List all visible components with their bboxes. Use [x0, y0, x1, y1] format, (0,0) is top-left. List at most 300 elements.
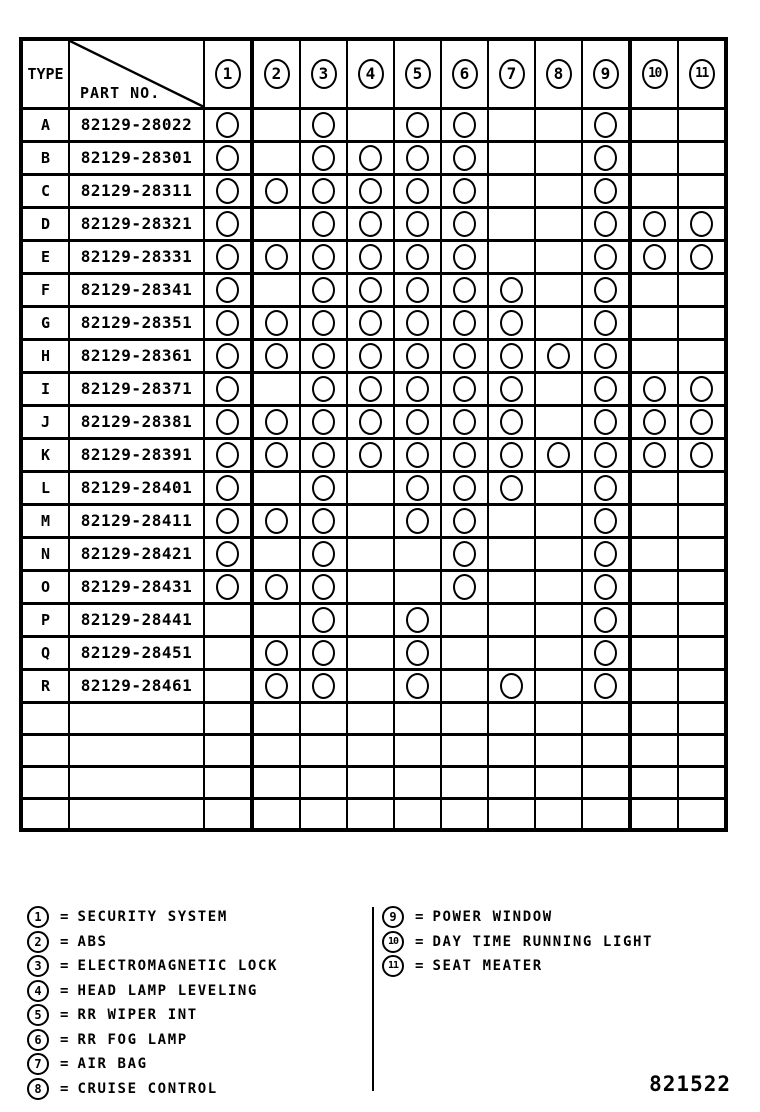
option-cell — [204, 570, 252, 603]
option-cell — [252, 306, 300, 339]
option-cell — [204, 669, 252, 702]
option-cell — [488, 504, 535, 537]
option-cell — [252, 273, 300, 306]
legend-item — [382, 930, 653, 955]
circled-number: 9 — [382, 906, 404, 928]
option-cell — [252, 240, 300, 273]
empty-cell — [252, 766, 300, 798]
option-cell — [300, 471, 347, 504]
option-cell — [252, 471, 300, 504]
empty-cell — [535, 798, 582, 830]
option-cell — [582, 141, 630, 174]
circle-mark — [312, 145, 335, 171]
option-cell — [630, 306, 678, 339]
circle-mark — [643, 211, 666, 237]
option-cell — [630, 339, 678, 372]
type-cell: I — [21, 372, 69, 405]
option-cell — [678, 405, 726, 438]
empty-cell — [394, 798, 441, 830]
equals-sign: = — [60, 982, 69, 999]
empty-cell — [252, 702, 300, 734]
option-cell — [488, 174, 535, 207]
table-row — [21, 537, 726, 570]
option-cell — [347, 636, 394, 669]
type-cell: G — [21, 306, 69, 339]
part-no-cell: 82129-28331 — [69, 240, 204, 273]
option-cell — [441, 207, 488, 240]
legend-item — [382, 954, 653, 979]
circle-mark — [312, 112, 335, 138]
option-cell — [678, 504, 726, 537]
part-no-cell: 82129-28341 — [69, 273, 204, 306]
option-cell — [678, 207, 726, 240]
legend-label: AIR BAG — [77, 1056, 148, 1073]
circle-mark — [216, 442, 239, 468]
option-cell — [535, 306, 582, 339]
option-cell — [252, 372, 300, 405]
empty-cell — [441, 702, 488, 734]
part-no-cell: 82129-28321 — [69, 207, 204, 240]
option-cell — [300, 306, 347, 339]
option-cell — [678, 471, 726, 504]
option-cell — [204, 537, 252, 570]
circle-mark — [453, 112, 476, 138]
equals-sign: = — [415, 958, 424, 975]
option-cell — [488, 603, 535, 636]
circle-mark — [359, 376, 382, 402]
part-no-cell: 82129-28391 — [69, 438, 204, 471]
option-cell — [582, 372, 630, 405]
option-cell — [678, 240, 726, 273]
circle-mark — [500, 376, 523, 402]
option-cell — [441, 471, 488, 504]
type-cell: L — [21, 471, 69, 504]
part-no-cell: 82129-28371 — [69, 372, 204, 405]
circled-number: 1 — [215, 59, 241, 89]
option-cell — [347, 273, 394, 306]
empty-cell — [488, 766, 535, 798]
legend-label: ELECTROMAGNETIC LOCK — [77, 958, 279, 975]
matrix-body — [21, 108, 726, 830]
option-cell — [678, 108, 726, 141]
option-column-header — [678, 39, 726, 108]
empty-cell — [300, 734, 347, 766]
circle-mark — [453, 178, 476, 204]
circle-mark — [216, 409, 239, 435]
type-cell: M — [21, 504, 69, 537]
option-cell — [441, 438, 488, 471]
circle-mark — [453, 376, 476, 402]
option-cell — [300, 273, 347, 306]
empty-cell — [69, 702, 204, 734]
option-cell — [394, 372, 441, 405]
type-cell: C — [21, 174, 69, 207]
option-cell — [394, 636, 441, 669]
option-cell — [582, 570, 630, 603]
option-cell — [441, 174, 488, 207]
circle-mark — [594, 145, 617, 171]
circled-number: 10 — [382, 931, 404, 953]
circle-mark — [406, 640, 429, 666]
option-cell — [204, 636, 252, 669]
type-cell: B — [21, 141, 69, 174]
equals-sign: = — [60, 1080, 69, 1097]
option-cell — [630, 108, 678, 141]
circle-mark — [500, 475, 523, 501]
table-row — [21, 471, 726, 504]
option-cell — [582, 504, 630, 537]
option-cell — [630, 669, 678, 702]
legend-item — [27, 1003, 278, 1028]
circled-number: 7 — [27, 1053, 49, 1075]
empty-cell — [630, 798, 678, 830]
empty-cell — [69, 798, 204, 830]
empty-cell — [204, 766, 252, 798]
option-cell — [630, 405, 678, 438]
table-row — [21, 207, 726, 240]
circle-mark — [216, 508, 239, 534]
equals-sign: = — [60, 1007, 69, 1024]
type-header-cell — [21, 39, 69, 108]
option-column-header — [488, 39, 535, 108]
part-no-cell: 82129-28301 — [69, 141, 204, 174]
option-cell — [300, 174, 347, 207]
table-row — [21, 405, 726, 438]
option-cell — [441, 537, 488, 570]
option-cell — [204, 504, 252, 537]
option-cell — [678, 141, 726, 174]
table-row — [21, 603, 726, 636]
part-no-cell: 82129-28441 — [69, 603, 204, 636]
type-cell: A — [21, 108, 69, 141]
option-cell — [535, 339, 582, 372]
legend-label: SECURITY SYSTEM — [77, 909, 228, 926]
circle-mark — [265, 574, 288, 600]
legend-item — [27, 905, 278, 930]
circle-mark — [216, 145, 239, 171]
option-cell — [582, 438, 630, 471]
part-no-cell: 82129-28421 — [69, 537, 204, 570]
empty-cell — [300, 766, 347, 798]
option-cell — [630, 471, 678, 504]
circle-mark — [594, 574, 617, 600]
option-cell — [582, 537, 630, 570]
circle-mark — [453, 541, 476, 567]
circle-mark — [216, 310, 239, 336]
option-cell — [347, 141, 394, 174]
option-cell — [488, 207, 535, 240]
option-cell — [488, 273, 535, 306]
option-cell — [252, 141, 300, 174]
empty-cell — [488, 702, 535, 734]
circle-mark — [406, 442, 429, 468]
option-cell — [204, 141, 252, 174]
option-cell — [347, 537, 394, 570]
empty-cell — [678, 766, 726, 798]
option-cell — [678, 636, 726, 669]
option-cell — [300, 636, 347, 669]
empty-cell — [347, 734, 394, 766]
option-cell — [535, 372, 582, 405]
circle-mark — [643, 409, 666, 435]
circle-mark — [643, 376, 666, 402]
option-cell — [204, 603, 252, 636]
option-cell — [300, 372, 347, 405]
option-cell — [488, 438, 535, 471]
circle-mark — [406, 475, 429, 501]
circle-mark — [359, 409, 382, 435]
circle-mark — [500, 277, 523, 303]
circle-mark — [594, 310, 617, 336]
empty-cell — [21, 734, 69, 766]
circle-mark — [453, 574, 476, 600]
empty-cell — [204, 734, 252, 766]
option-cell — [394, 240, 441, 273]
table-row — [21, 174, 726, 207]
option-cell — [582, 636, 630, 669]
circle-mark — [216, 376, 239, 402]
option-cell — [394, 438, 441, 471]
option-cell — [441, 603, 488, 636]
option-column-header — [582, 39, 630, 108]
empty-cell — [69, 734, 204, 766]
circle-mark — [359, 310, 382, 336]
option-cell — [347, 405, 394, 438]
circled-number: 2 — [27, 931, 49, 953]
circle-mark — [594, 541, 617, 567]
circle-mark — [312, 376, 335, 402]
circle-mark — [265, 409, 288, 435]
option-cell — [630, 207, 678, 240]
table-row — [21, 636, 726, 669]
equals-sign: = — [415, 909, 424, 926]
option-cell — [204, 207, 252, 240]
circle-mark — [594, 409, 617, 435]
circle-mark — [312, 277, 335, 303]
circled-number: 7 — [499, 59, 525, 89]
option-cell — [488, 636, 535, 669]
circle-mark — [594, 508, 617, 534]
option-cell — [678, 174, 726, 207]
option-cell — [582, 207, 630, 240]
legend-item — [27, 930, 278, 955]
circle-mark — [406, 277, 429, 303]
circle-mark — [453, 442, 476, 468]
option-cell — [204, 306, 252, 339]
option-cell — [678, 537, 726, 570]
option-cell — [300, 603, 347, 636]
option-cell — [582, 273, 630, 306]
empty-cell — [535, 766, 582, 798]
option-cell — [678, 372, 726, 405]
option-cell — [300, 537, 347, 570]
option-cell — [347, 207, 394, 240]
type-cell: P — [21, 603, 69, 636]
option-cell — [441, 405, 488, 438]
empty-cell — [347, 702, 394, 734]
option-cell — [535, 207, 582, 240]
circle-mark — [453, 409, 476, 435]
option-cell — [300, 141, 347, 174]
option-cell — [252, 669, 300, 702]
circle-mark — [312, 310, 335, 336]
circle-mark — [453, 145, 476, 171]
circle-mark — [265, 640, 288, 666]
circle-mark — [359, 442, 382, 468]
option-cell — [394, 207, 441, 240]
circle-mark — [265, 310, 288, 336]
circle-mark — [406, 310, 429, 336]
empty-cell — [630, 734, 678, 766]
option-cell — [394, 273, 441, 306]
circle-mark — [216, 211, 239, 237]
legend-item — [27, 979, 278, 1004]
circle-mark — [265, 508, 288, 534]
option-cell — [488, 669, 535, 702]
circle-mark — [312, 244, 335, 270]
option-cell — [441, 141, 488, 174]
option-cell — [347, 504, 394, 537]
circle-mark — [216, 574, 239, 600]
option-cell — [441, 306, 488, 339]
empty-cell — [630, 702, 678, 734]
circle-mark — [265, 178, 288, 204]
circle-mark — [216, 178, 239, 204]
circle-mark — [312, 475, 335, 501]
empty-cell — [21, 702, 69, 734]
empty-cell — [21, 766, 69, 798]
circle-mark — [312, 211, 335, 237]
circle-mark — [453, 244, 476, 270]
circle-mark — [406, 409, 429, 435]
type-cell: J — [21, 405, 69, 438]
option-cell — [441, 570, 488, 603]
option-cell — [535, 108, 582, 141]
option-cell — [441, 504, 488, 537]
circle-mark — [359, 244, 382, 270]
circle-mark — [265, 244, 288, 270]
legend-label: CRUISE CONTROL — [77, 1080, 218, 1097]
table-row — [21, 141, 726, 174]
option-cell — [535, 471, 582, 504]
circle-mark — [594, 277, 617, 303]
option-cell — [252, 174, 300, 207]
equals-sign: = — [415, 933, 424, 950]
option-cell — [678, 306, 726, 339]
option-cell — [394, 405, 441, 438]
circle-mark — [453, 475, 476, 501]
empty-cell — [300, 702, 347, 734]
option-cell — [252, 537, 300, 570]
option-cell — [252, 339, 300, 372]
option-cell — [488, 471, 535, 504]
circle-mark — [500, 442, 523, 468]
circle-mark — [359, 178, 382, 204]
option-column-header — [535, 39, 582, 108]
circle-mark — [547, 343, 570, 369]
empty-cell — [69, 766, 204, 798]
option-cell — [535, 174, 582, 207]
circle-mark — [594, 442, 617, 468]
option-cell — [347, 669, 394, 702]
circle-mark — [216, 475, 239, 501]
option-cell — [394, 141, 441, 174]
option-column-header — [300, 39, 347, 108]
circle-mark — [406, 112, 429, 138]
empty-cell — [535, 702, 582, 734]
option-cell — [441, 339, 488, 372]
figure-code: 821522 — [649, 1072, 731, 1096]
circled-number: 4 — [358, 59, 384, 89]
option-column-header — [394, 39, 441, 108]
table-row — [21, 306, 726, 339]
table-row — [21, 339, 726, 372]
circle-mark — [312, 574, 335, 600]
option-cell — [300, 207, 347, 240]
option-cell — [441, 636, 488, 669]
empty-cell — [347, 766, 394, 798]
table-row — [21, 108, 726, 141]
option-cell — [488, 339, 535, 372]
circled-number: 5 — [405, 59, 431, 89]
header-row — [21, 39, 726, 108]
empty-cell — [441, 798, 488, 830]
circle-mark — [690, 442, 713, 468]
circle-mark — [453, 277, 476, 303]
option-cell — [347, 372, 394, 405]
circle-mark — [312, 508, 335, 534]
empty-cell — [441, 766, 488, 798]
option-cell — [394, 603, 441, 636]
circled-number: 5 — [27, 1004, 49, 1026]
option-cell — [204, 471, 252, 504]
option-cell — [488, 141, 535, 174]
table-row — [21, 240, 726, 273]
empty-table-row — [21, 702, 726, 734]
table-row — [21, 438, 726, 471]
option-cell — [347, 438, 394, 471]
option-cell — [300, 570, 347, 603]
empty-cell — [582, 798, 630, 830]
circle-mark — [594, 607, 617, 633]
option-cell — [204, 108, 252, 141]
option-cell — [630, 570, 678, 603]
option-cell — [394, 504, 441, 537]
type-header-label: TYPE — [27, 64, 64, 83]
option-cell — [582, 108, 630, 141]
circle-mark — [453, 211, 476, 237]
circle-mark — [359, 145, 382, 171]
option-cell — [630, 438, 678, 471]
option-cell — [394, 339, 441, 372]
part-no-cell: 82129-28431 — [69, 570, 204, 603]
circle-mark — [690, 409, 713, 435]
legend-left-column — [27, 905, 278, 1101]
type-cell: Q — [21, 636, 69, 669]
equals-sign: = — [60, 933, 69, 950]
circle-mark — [406, 145, 429, 171]
circle-mark — [406, 673, 429, 699]
empty-cell — [678, 798, 726, 830]
legend-item — [27, 1028, 278, 1053]
option-cell — [488, 240, 535, 273]
option-column-header — [441, 39, 488, 108]
option-cell — [535, 405, 582, 438]
option-column-header — [204, 39, 252, 108]
type-cell: F — [21, 273, 69, 306]
legend-label: DAY TIME RUNNING LIGHT — [432, 933, 654, 950]
circle-mark — [216, 277, 239, 303]
